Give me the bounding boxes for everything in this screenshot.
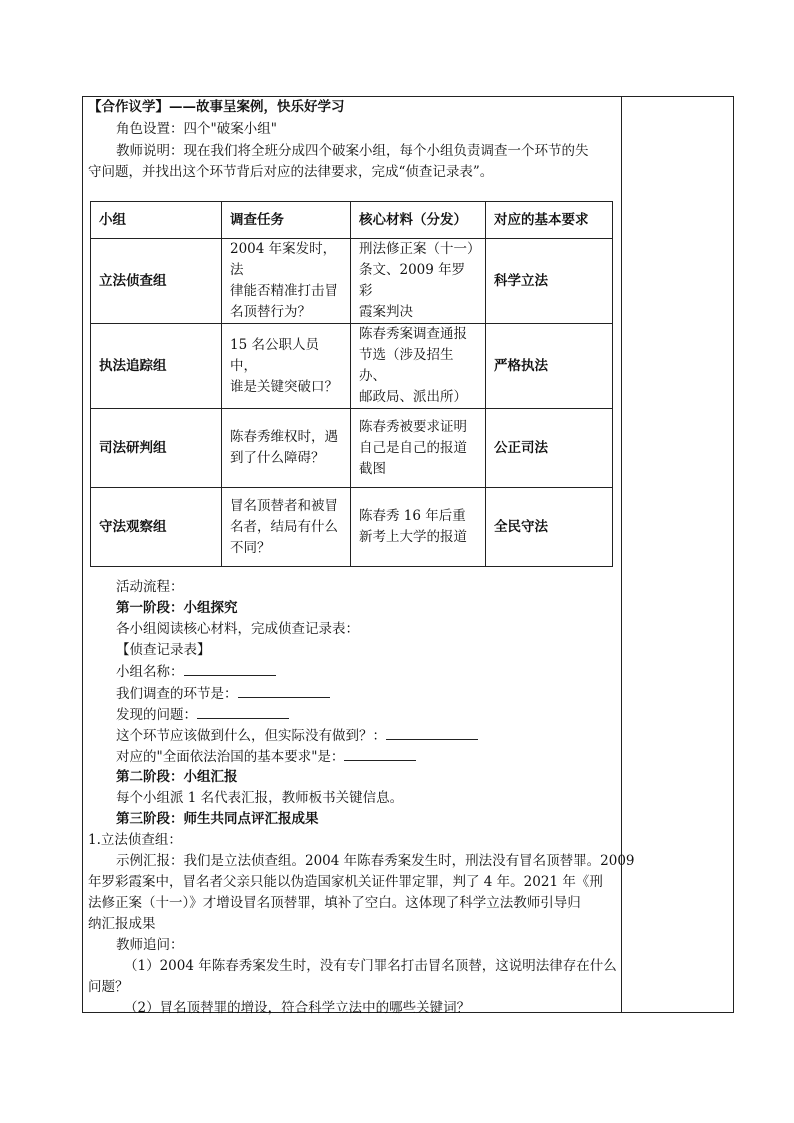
table-row: [91, 239, 613, 324]
record-field-problem: [116, 705, 289, 724]
example-line-2: 年罗彩霞案中，冒名者父亲只能以伪造国家机关证件罪定罪，判了 4 年。2021 年《刑: [88, 874, 603, 890]
task-line: 名顶替行为？: [230, 304, 311, 320]
section-heading: [88, 98, 345, 116]
investigation-table: [90, 201, 613, 567]
table-row: [91, 409, 613, 488]
material-line: 陈春秀 16 年后重: [359, 508, 466, 524]
record-field-section: [116, 684, 330, 703]
material-line: 邮政局、派出所）: [359, 389, 467, 405]
blank-line: [386, 726, 478, 740]
field-label: 小组名称：: [116, 664, 184, 680]
material-line: 条文、2009 年罗彩: [359, 262, 466, 299]
material-line: 截图: [359, 460, 386, 477]
material-line: 陈春秀被要求证明: [359, 418, 467, 435]
activity-flow-label: 活动流程：: [116, 579, 184, 595]
table-row: [91, 488, 613, 567]
header-material: 核心材料（分发）: [351, 202, 486, 239]
teacher-intro-line-2: 守问题，并找出这个环节背后对应的法律要求，完成“侦查记录表”。: [88, 164, 494, 180]
material-cell: [351, 324, 486, 409]
field-label: 发现的问题：: [116, 707, 197, 723]
task-cell: [222, 239, 351, 324]
material-line: 刑法修正案（十一）: [359, 241, 481, 257]
requirement-cell: 科学立法: [486, 239, 613, 324]
example-line-3: 法修正案（十一）》才增设冒名顶替罪，填补了空白。这体现了科学立法教师引导归: [88, 895, 581, 911]
question-2: （2）冒名顶替罪的增设，符合科学立法中的哪些关键词？: [124, 1000, 471, 1016]
group-name: 立法侦查组: [91, 239, 222, 324]
heading-bracket: 【合作议学】: [88, 99, 169, 115]
table-row: [91, 324, 613, 409]
stage-1-title: 第一阶段：小组探究: [116, 600, 238, 616]
task-line: 名者，结局有什么: [230, 518, 338, 535]
requirement-cell: 全民守法: [486, 488, 613, 567]
record-field-should-do: [116, 726, 478, 745]
material-line: 霞案判决: [359, 304, 413, 320]
column-divider: [621, 97, 622, 1012]
task-line: 2004 年案发时，法: [230, 241, 337, 278]
material-line: 自己是自己的报道: [359, 439, 467, 456]
material-cell: [351, 239, 486, 324]
material-line: 陈春秀案调查通报: [359, 326, 467, 342]
task-line: 到了什么障碍？: [230, 450, 325, 466]
requirement-cell: 公正司法: [486, 409, 613, 488]
example-line-1: 示例汇报：我们是立法侦查组。2004 年陈春秀案发生时，刑法没有冒名顶替罪。2009: [116, 853, 635, 869]
stage-3-title: 第三阶段：师生共同点评汇报成果: [116, 811, 319, 827]
material-cell: [351, 488, 486, 567]
task-line: 谁是关键突破口？: [230, 378, 338, 395]
blank-line: [344, 747, 416, 761]
task-line: 15 名公职人员中，: [230, 336, 319, 374]
heading-rest: ——故事呈案例，快乐好学习: [169, 99, 345, 115]
material-line: 节选（涉及招生办、: [359, 347, 454, 384]
task-cell: [222, 409, 351, 488]
stage-2-title: 第二阶段：小组汇报: [116, 769, 238, 785]
stage-1-desc: 各小组阅读核心材料，完成侦查记录表：: [116, 621, 359, 637]
field-label: 我们调查的环节是：: [116, 686, 238, 702]
group-name: 执法追踪组: [91, 324, 222, 409]
record-field-group-name: [116, 662, 276, 681]
header-group: 小组: [91, 202, 222, 239]
task-cell: [222, 324, 351, 409]
blank-line: [238, 684, 330, 698]
group-name: 守法观察组: [91, 488, 222, 567]
question-1-line-1: （1）2004 年陈春秀案发生时，没有专门罪名打击冒名顶替，这说明法律存在什么: [124, 958, 617, 974]
table-header-row: [91, 202, 613, 239]
blank-line: [184, 662, 276, 676]
task-line: 律能否精准打击冒: [230, 283, 338, 299]
group-name: 司法研判组: [91, 409, 222, 488]
teacher-intro-line-1: 教师说明：现在我们将全班分成四个破案小组，每个小组负责调查一个环节的失: [116, 143, 589, 159]
field-label: 对应的"全面依法治国的基本要求"是：: [116, 749, 345, 765]
section-1-title: 1.立法侦查组：: [88, 832, 182, 848]
record-field-requirement: [116, 747, 416, 766]
task-cell: [222, 488, 351, 567]
material-line: 新考上大学的报道: [359, 529, 467, 545]
record-table-title: 【侦查记录表】: [116, 642, 211, 658]
task-line: 不同？: [230, 539, 271, 556]
blank-line: [197, 705, 289, 719]
question-1-line-2: 问题？: [88, 979, 129, 995]
header-requirement: 对应的基本要求: [486, 202, 613, 239]
example-line-4: 纳汇报成果: [88, 916, 156, 932]
stage-2-desc: 每个小组派 1 名代表汇报，教师板书关键信息。: [116, 790, 404, 806]
header-task: 调查任务: [222, 202, 351, 239]
task-line: 冒名顶替者和被冒: [230, 497, 338, 514]
material-cell: [351, 409, 486, 488]
role-setup: 角色设置：四个"破案小组": [116, 121, 277, 137]
task-line: 陈春秀维权时，遇: [230, 429, 338, 445]
followup-label: 教师追问：: [116, 937, 184, 953]
field-label: 这个环节应该做到什么，但实际没有做到？：: [116, 728, 386, 744]
requirement-cell: 严格执法: [486, 324, 613, 409]
